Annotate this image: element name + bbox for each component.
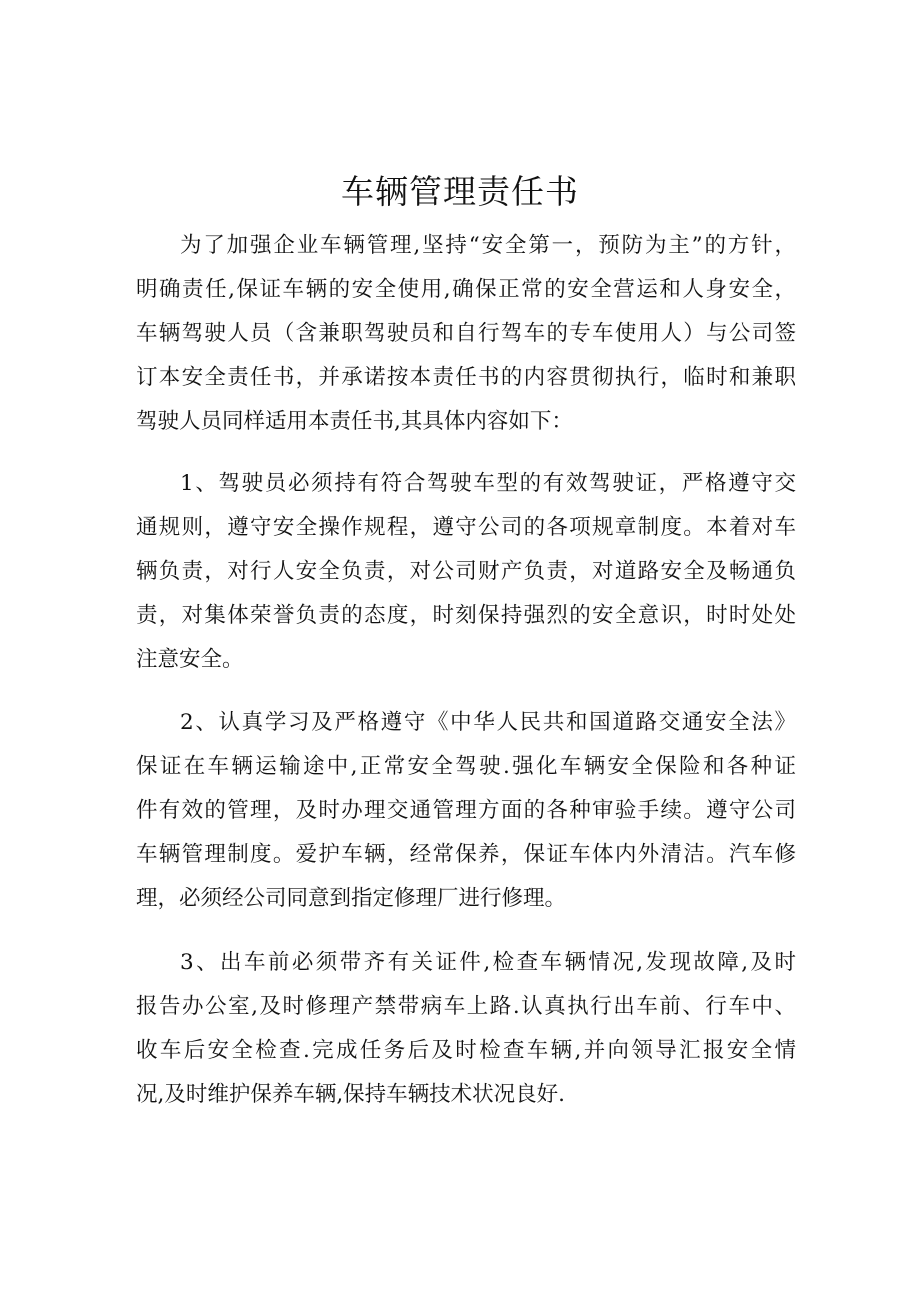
intro-line: 为了加强企业车辆管理,坚持“安全第一，预防为主”的方针，: [180, 233, 796, 258]
item3-line: 收车后安全检查.完成任务后及时检查车辆,并向领导汇报安全情: [136, 1038, 796, 1063]
intro-line: 明确责任,保证车辆的安全使用,确保正常的安全营运和人身安全，: [136, 277, 796, 302]
item1-line: 通规则，遵守安全操作规程，遵守公司的各项规章制度。本着对车: [136, 515, 796, 540]
item1-line: 注意安全。: [136, 647, 244, 672]
item3-line: 3、出车前必须带齐有关证件,检查车辆情况,发现故障,及时: [180, 950, 796, 975]
document-title: 车辆管理责任书: [341, 172, 579, 211]
item3-line: 况,及时维护保养车辆,保持车辆技术状况良好.: [136, 1082, 566, 1107]
intro-line: 驾驶人员同样适用本责任书,其具体内容如下：: [136, 409, 573, 434]
item2-line: 2、认真学习及严格遵守《中华人民共和国道路交通安全法》: [180, 710, 796, 735]
item1-line: 责，对集体荣誉负责的态度，时刻保持强烈的安全意识，时时处处: [136, 603, 796, 628]
item3-line: 报告办公室,及时修理产禁带病车上路.认真执行出车前、行车中、: [136, 994, 796, 1019]
item2-line: 理，必须经公司同意到指定修理厂进行修理。: [136, 886, 567, 911]
item2-line: 保证在车辆运输途中,正常安全驾驶.强化车辆安全保险和各种证: [136, 754, 796, 779]
intro-line: 车辆驾驶人员（含兼职驾驶员和自行驾车的专车使用人）与公司签: [136, 321, 796, 346]
intro-line: 订本安全责任书，并承诺按本责任书的内容贯彻执行，临时和兼职: [136, 365, 796, 390]
item2-line: 件有效的管理，及时办理交通管理方面的各种审验手续。遵守公司: [136, 798, 796, 823]
item1-line: 1、驾驶员必须持有符合驾驶车型的有效驾驶证，严格遵守交: [180, 471, 796, 496]
item2-line: 车辆管理制度。爱护车辆，经常保养，保证车体内外清洁。汽车修: [136, 842, 796, 867]
item1-line: 辆负责，对行人安全负责，对公司财产负责，对道路安全及畅通负: [136, 559, 796, 584]
